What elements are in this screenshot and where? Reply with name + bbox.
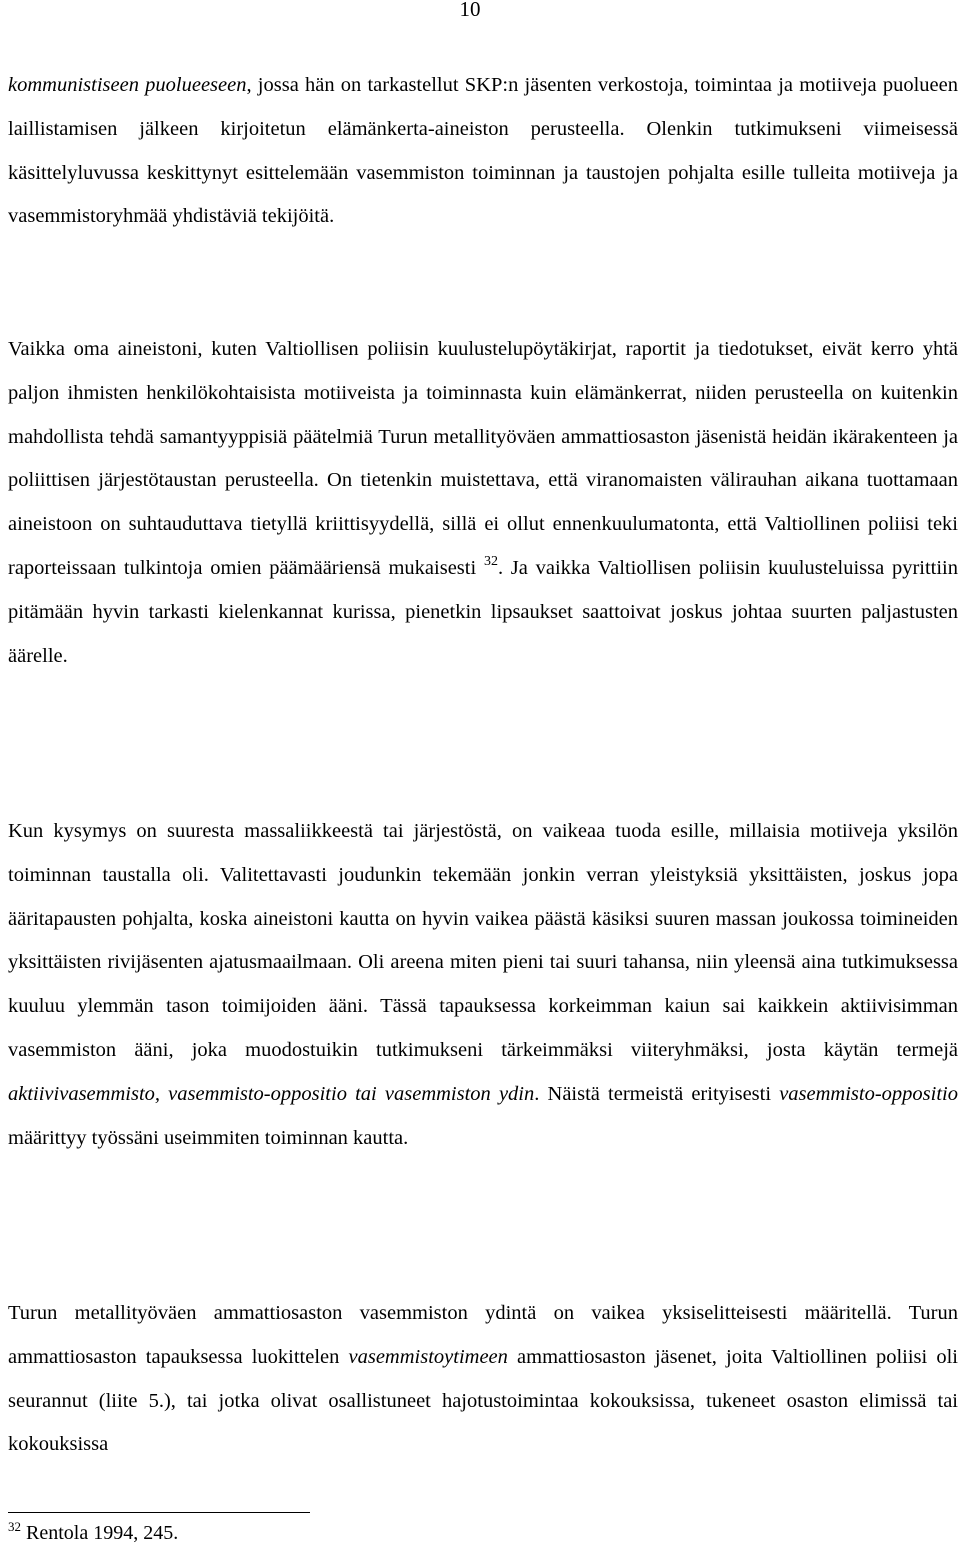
italic-text: aktiivivasemmisto, vasemmisto-oppositio tai vasemmiston ydin [8, 1082, 535, 1105]
paragraph [8, 810, 958, 1160]
paragraph-text: määrittyy työssäni useimmiten toiminnan kautta. [8, 1126, 409, 1149]
footnote-number: 32 [8, 1519, 21, 1534]
paragraph-text: ammattiosaston jäsenet, joita Valtiollinen poliisi oli seurannut (liite 5.), tai jotka olivat osallistuneet hajotustoimintaa kokouksissa, tukeneet osaston elimissä tai kokouksissa [8, 1345, 958, 1456]
footnote-reference: 32 [483, 553, 498, 569]
paragraph-text: Turun metallityöväen ammattiosaston vasemmiston ydintä on vaikea yksiselitteisesti määritellä. Turun ammattiosaston tapauksessa luokittelen [8, 1302, 958, 1368]
italic-text: vasemmistoytimeen [348, 1345, 508, 1368]
paragraph [8, 1292, 958, 1467]
paragraph-text: Vaikka oma aineistoni, kuten Valtiollisen poliisin kuulustelupöytäkirjat, raportit ja tiedotukset, eivät kerro yhtä paljon ihmisten henkilökohtaisista motiiveista ja toiminnasta kuin elämänkerrat, niiden perusteella on kuitenkin mahdollista tehdä samantyyppisiä päätelmiä Turun metallityöväen ammattiosaston jäsenistä heidän ikärakenteen ja poliittisen järjestötaustan perusteella. On tietenkin muistettava, että viranomaisten välirauhan aikana tuottamaan aineistoon on suhtauduttava tietyllä kriittisyydellä, sillä ei ollut ennenkuulumatonta, että Valtiollinen poliisi teki raporteissaan tulkintoja omien päämääriensä mukaisesti [8, 338, 958, 579]
paragraph-text: , jossa hän on tarkastellut SKP:n jäsenten verkostoja, toimintaa ja motiiveja puolueen laillistamisen jälkeen kirjoitetun elämänkerta-aineiston perusteella. Olenkin tutkimukseni viimeisessä käsittelyluvussa keskittynyt esittelemään vasemmiston toiminnan ja taustojen pohjalta esille tulleita motiiveja ja vasemmistoryhmää yhdistäviä tekijöitä. [8, 74, 958, 228]
paragraph-text: . Näistä termeistä erityisesti [534, 1082, 780, 1105]
paragraph [8, 328, 958, 678]
paragraph [8, 64, 958, 239]
footnote-text: Rentola 1994, 245. [21, 1522, 179, 1544]
footnote [8, 1518, 178, 1548]
paragraph-text: Kun kysymys on suuresta massaliikkeestä tai järjestöstä, on vaikeaa tuoda esille, millaisia motiiveja yksilön toiminnan taustalla oli. Valitettavasti joudunkin tekemään jonkin verran yleistyksiä yksittäisten, joskus jopa ääritapausten pohjalta, koska aineistoni kautta on hyvin vaikea päästä käsiksi suuren massan joukossa toimineiden yksittäisten rivijäsenten ajatusmaailmaan. Oli areena miten pieni tai suuri tahansa, niin yleensä aina tutkimuksessa kuuluu ylemmän tason toimijoiden ääni. Tässä tapauksessa korkeimman kaiun sai kaikkein aktiivisimman vasemmiston ääni, joka muodostuikin tutkimukseni tärkeimmäksi viiteryhmäksi, josta käytän termejä [8, 820, 958, 1061]
paragraph-text: . Ja vaikka Valtiollisen poliisin kuulusteluissa pyrittiin pitämään hyvin tarkasti kielenkannat kurissa, pienetkin lipsaukset saattoivat joskus johtaa suurten paljastusten äärelle. [8, 556, 959, 667]
page-number: 10 [459, 0, 481, 21]
footnote-separator [8, 1512, 310, 1513]
italic-text: kommunistiseen puolueeseen [8, 74, 247, 96]
italic-text: vasemmisto-oppositio [779, 1082, 958, 1105]
